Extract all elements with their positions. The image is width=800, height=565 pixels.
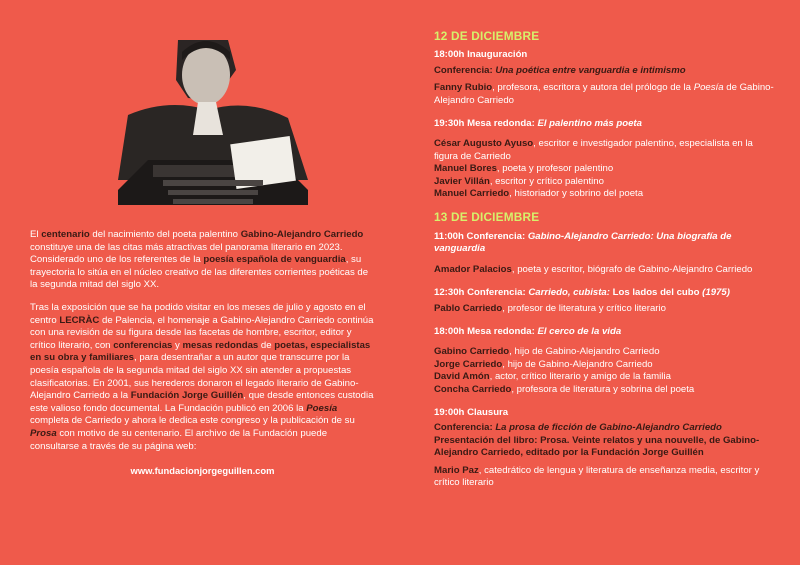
event-mesa-redonda-1: 19:30h Mesa redonda: El palentino más poeta César Augusto Ayuso, escritor e investigador palentino, especialista en la figura de Carriedo Manuel Bores, poeta y profesor palentino Javier Villán, escritor y crítico palentino Manuel Carriedo, historiador y sobrino del poeta [434, 118, 753, 200]
event-inauguracion: 18:00h Inauguración Conferencia: Una poética entre vanguardia e intimismo Fanny Rubio, profesora, escritora y autora del prólogo de la Poesía de Gabino-Alejandro Carriedo [434, 49, 774, 106]
program-schedule [434, 30, 779, 500]
day-heading-13: 13 DE DICIEMBRE [434, 210, 540, 225]
event-mesa-redonda-2: 18:00h Mesa redonda: El cerco de la vida Gabino Carriedo, hijo de Gabino-Alejandro Carriedo Jorge Carriedo, hijo de Gabino-Alejandro Carriedo David Amón, actor, crítico literario y amigo de la familia Concha Carriedo, profesora de literatura y sobrina del poeta [434, 325, 695, 395]
event-conferencia-cubista: 12:30h Conferencia: Carriedo, cubista: Los lados del cubo (1975) Pablo Carriedo, profesor de literatura y crítico literario [434, 287, 730, 314]
intro-text [30, 229, 375, 478]
intro-paragraph-2: Tras la exposición que se ha podido visitar en los meses de julio y agosto en el centro LECRÀC de Palencia, el homenaje a Gabino-Alejandro Carriedo continúa con una revisión de su figura desde las facetas de hombre, escritor, editor y crítico literario, con conferencias y mesas redondas de poetas, especialistas en su obra y familiares, para desentrañar a un autor que transcurre por la poesía española de la segunda mitad del siglo XX sin atender a propuestas clasificatorias. En 2001, sus herederos donaron el legado literario de Gabino-Alejandro Carriedo a la Fundación Jorge Guillén, que desde entonces custodia este valioso fondo documental. La Fundación publicó en 2006 la Poesía completa de Carriedo y ahora le dedica este congreso y la publicación de su Prosa con motivo de su centenario. El archivo de la Fundación puede consultarse a través de su página web: [30, 301, 374, 452]
event-conferencia-biografia: 11:00h Conferencia: Gabino-Alejandro Carriedo: Una biografía de vanguardia Amador Palacios, poeta y escritor, biógrafo de Gabino-Alejandro Carriedo [434, 230, 753, 275]
day-heading-12: 12 DE DICIEMBRE [434, 29, 540, 43]
foundation-website-link[interactable]: www.fundacionjorgeguillen.com [130, 465, 275, 477]
event-clausura: 19:00h Clausura Conferencia: La prosa de ficción de Gabino-Alejandro Carriedo Presentación del libro: Prosa. Veinte relatos y una nouvelle, de Gabino-Alejandro Carriedo, editado por la Fundación Jorge Guillén Mario Paz, catedrático de lengua y literatura de enseñanza media, escritor y crítico literario [434, 406, 760, 488]
intro-paragraph-1: El centenario del nacimiento del poeta palentino Gabino-Alejandro Carriedo constituye una de las citas más atractivas del panorama literario en 2023. Considerado uno de los referentes de la poesía española de vanguardia, su trayectoria lo sitúa en el núcleo creativo de las diferentes corrientes poéticas de la segunda mitad del siglo XX. [30, 229, 369, 291]
typewriter-portrait-photo [58, 40, 358, 225]
